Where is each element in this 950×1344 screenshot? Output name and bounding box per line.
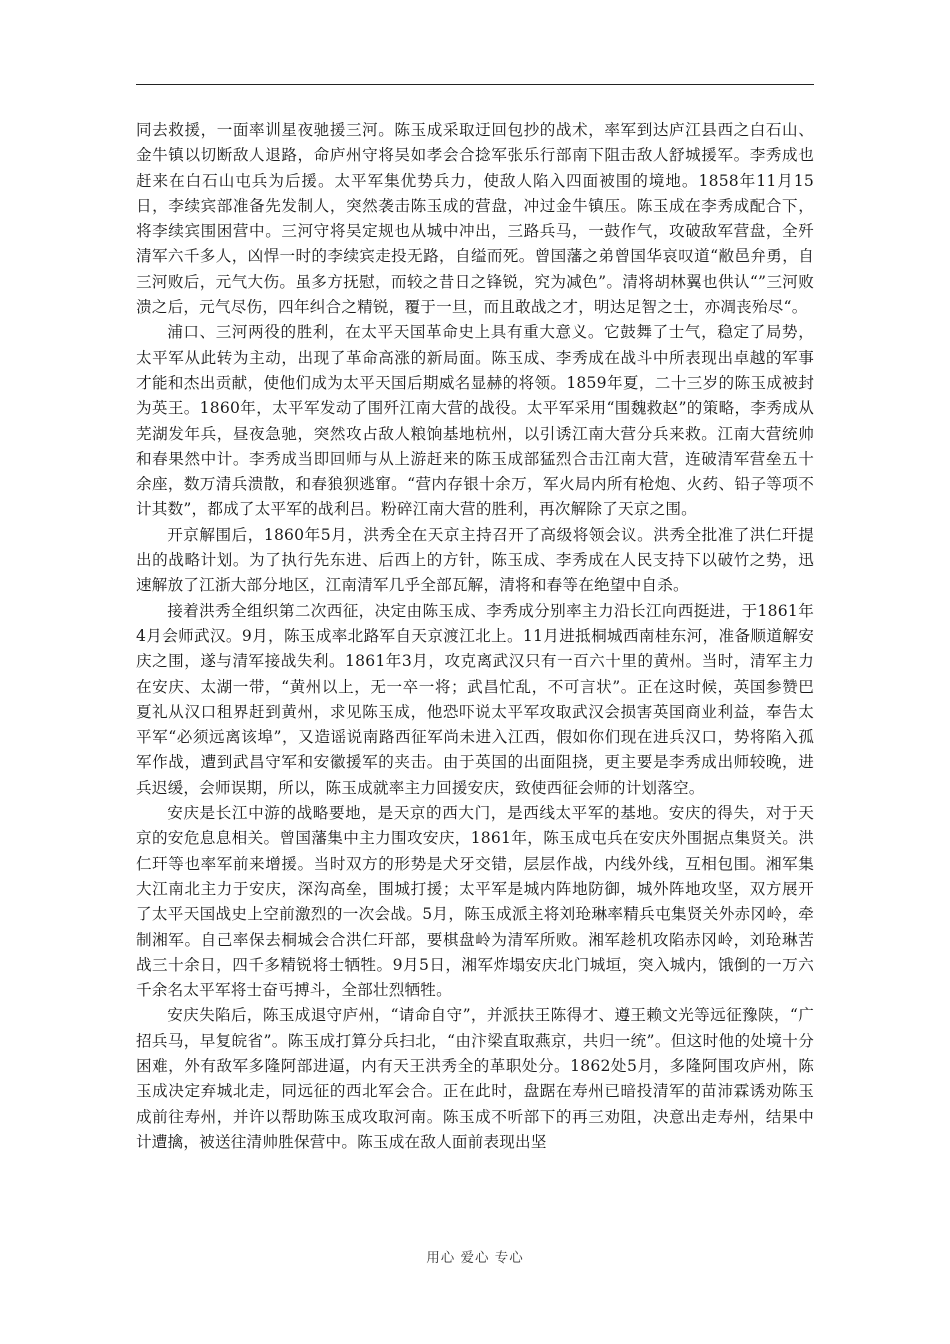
paragraph-4: 接着洪秀全组织第二次西征，决定由陈玉成、李秀成分别率主力沿长江向西挺进，于1861年4月会师武汉。9月，陈玉成率北路军自天京渡江北上。11月进抵桐城西南桂东河，准备顺道解安庆之围，遂与清军接战失利。1861年3月，攻克离武汉只有一百六十里的黄州。当时，清军主力在安庆、太湖一带，“黄州以上，无一卒一将；武昌忙乱，不可言状”。正在这时候，英国参赞巴夏礼从汉口租界赶到黄州，求见陈玉成，他恐吓说太平军攻取武汉会损害英国商业利益，奉告太平军“必须远离该埠”，又造谣说南路西征军尚未进入江西，假如你们现在进兵汉口，势将陷入孤军作战，遭到武昌守军和安徽援军的夹击。由于英国的出面阻挠，更主要是李秀成出师较晚，进兵迟缓，会师误期，所以，陈玉成就率主力回援安庆，致使西征会师的计划落空。 (136, 601, 814, 797)
page-footer: 用心 爱心 专心 (426, 1250, 524, 1266)
paragraph-6: 安庆失陷后，陈玉成退守庐州，“请命自守”，并派扶王陈得才、遵王赖文光等远征豫陕，“广招兵马，早复皖省”。陈玉成打算分兵扫北，“由汴梁直取燕京，共归一统”。但这时他的处境十分困难，外有敌军多隆阿部进逼，内有天王洪秀全的革职处分。1862处5月，多隆阿围攻庐州，陈玉成决定弃城北走，同远征的西北军会合。正在此时，盘踞在寿州已暗投清军的苗沛霖诱劝陈玉成前往寿州，并许以帮助陈玉成攻取河南。陈玉成不听部下的再三劝阻，决意出走寿州，结果中计遭擒，被送往清帅胜保营中。陈玉成在敌人面前表现出坚 (136, 1006, 814, 1151)
body-text (136, 118, 814, 1155)
paragraph-3: 开京解围后，1860年5月，洪秀全在天京主持召开了高级将领会议。洪秀全批准了洪仁玕提出的战略计划。为了执行先东进、后西上的方针，陈玉成、李秀成在人民支持下以破竹之势，迅速解放了江浙大部分地区，江南清军几乎全部瓦解，清将和春等在绝望中自杀。 (136, 525, 814, 595)
header-rule (136, 84, 814, 85)
paragraph-2: 浦口、三河两役的胜利，在太平天国革命史上具有重大意义。它鼓舞了士气，稳定了局势，太平军从此转为主动，出现了革命高涨的新局面。陈玉成、李秀成在战斗中所表现出卓越的军事才能和杰出贡献，使他们成为太平天国后期威名显赫的将领。1859年夏，二十三岁的陈玉成被封为英王。1860年，太平军发动了围歼江南大营的战役。太平军采用“围魏救赵”的策略，李秀成从芜湖发年兵，昼夜急驰，突然攻占敌人粮饷基地杭州，以引诱江南大营分兵来救。江南大营统帅和春果然中计。李秀成当即回师与从上游赶来的陈玉成部猛烈合击江南大营，连破清军营垒五十余座，数万清兵溃散，和春狼狈逃窜。“营内存银十余万，军火局内所有枪炮、火药、铅子等项不计其数”，都成了太平军的战利吕。粉碎江南大营的胜利，再次解除了天京之围。 (136, 323, 814, 519)
paragraph-1: 同去救援，一面率训星夜驰援三河。陈玉成采取迂回包抄的战术，率军到达庐江县西之白石山、金牛镇以切断敌人退路，命庐州守将吴如孝会合捻军张乐行部南下阻击敌人舒城援军。李秀成也赶来在白石山屯兵为后援。太平军集优势兵力，使敌人陷入四面被围的境地。1858年11月15日，李续宾部准备先发制人，突然袭击陈玉成的营盘，冲过金牛镇压。陈玉成在李秀成配合下，将李续宾围困营中。三河守将吴定规也从城中冲出，三路兵马，一鼓作气，攻破敌军营盘，全歼清军六千多人，凶悍一时的李续宾走投无路，自缢而死。曾国藩之弟曾国华哀叹道“敝邑弁勇，自三河败后，元气大伤。虽多方抚慰，而较之昔日之锋锐，究为减色”。清将胡林翼也供认“”三河败溃之后，元气尽伤，四年纠合之精锐，覆于一旦，而且敢战之才，明达足智之士，亦凋丧殆尽“。 (136, 121, 814, 317)
paragraph-5: 安庆是长江中游的战略要地，是天京的西大门，是西线太平军的基地。安庆的得失，对于天京的安危息息相关。曾国藩集中主力围攻安庆，1861年，陈玉成屯兵在安庆外围据点集贤关。洪仁玕等也率军前来增援。当时双方的形势是犬牙交错，层层作战，内线外线，互相包围。湘军集大江南北主力于安庆，深沟高垒，围城打援；太平军是城内阵地防御，城外阵地攻坚，双方展开了太平天国战史上空前激烈的一次会战。5月，陈玉成派主将刘玱琳率精兵屯集贤关外赤冈岭，牵制湘军。自己率保去桐城会合洪仁玕部，要棋盘岭为清军所败。湘军趁机攻陷赤冈岭，刘玱琳苦战三十余日，四千多精锐将士牺牲。9月5日，湘军炸塌安庆北门城垣，突入城内，饿倒的一万六千余名太平军将士奋丐搏斗，全部壮烈牺牲。 (136, 804, 814, 1000)
